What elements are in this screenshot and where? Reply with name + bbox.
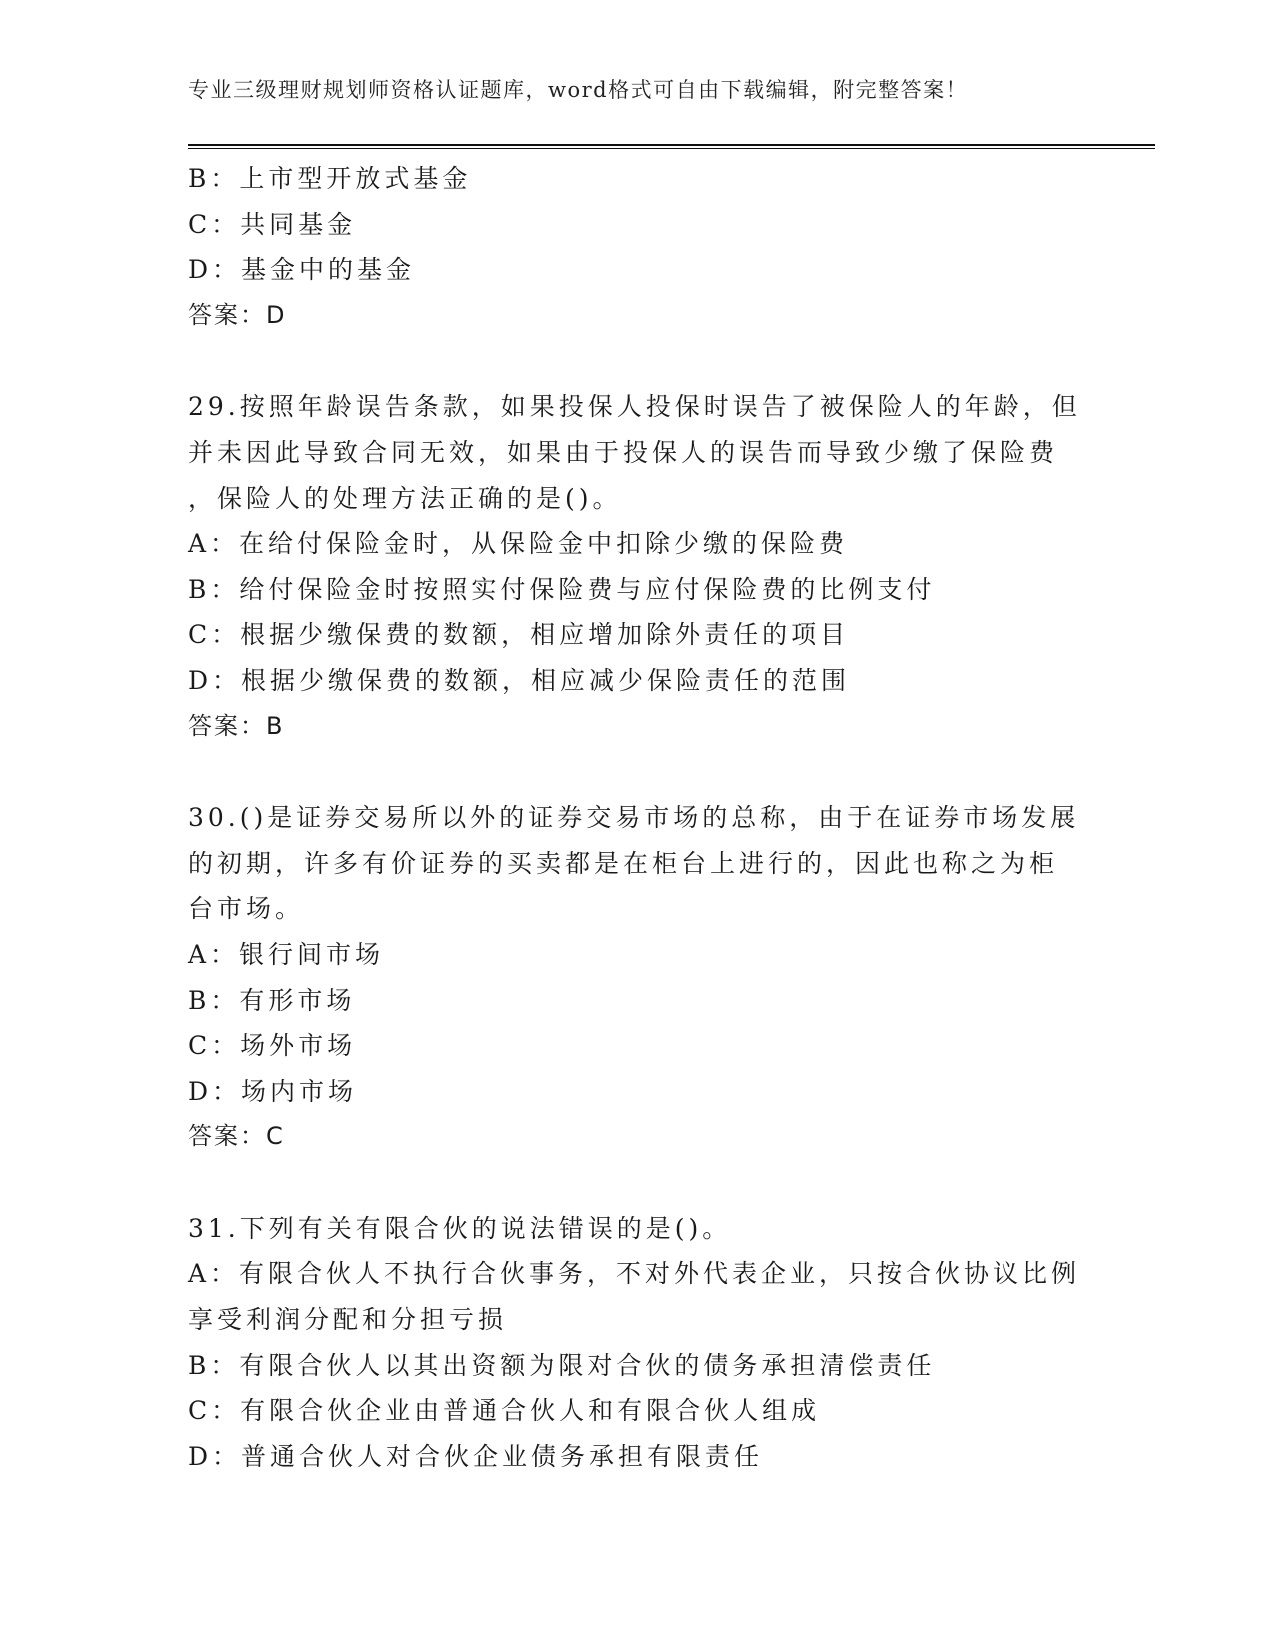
option-c: C：共同基金 (188, 209, 357, 239)
question-30 (188, 795, 1088, 1160)
option-d: D：根据少缴保费的数额，相应减少保险责任的范围 (188, 665, 851, 695)
option-a: A：在给付保险金时，从保险金中扣除少缴的保险费 (188, 529, 849, 559)
question-stem-line: ，保险人的处理方法正确的是()。 (188, 483, 622, 513)
question-29 (188, 384, 1088, 749)
question-31 (188, 1206, 1088, 1480)
answer-line: 答案：C (188, 1122, 285, 1151)
option-d: D：基金中的基金 (188, 255, 416, 285)
option-c: C：场外市场 (188, 1031, 357, 1061)
option-d: D：普通合伙人对合伙企业债务承担有限责任 (188, 1441, 764, 1471)
question-28-tail (188, 156, 1088, 338)
option-b: B：上市型开放式基金 (188, 164, 472, 193)
question-content (188, 156, 1088, 1479)
question-stem-line: 的初期，许多有价证券的买卖都是在柜台上进行的，因此也称之为柜 (188, 848, 1059, 878)
answer-line: 答案：B (188, 711, 285, 740)
option-b: B：有形市场 (188, 985, 356, 1015)
option-b: B：给付保险金时按照实付保险费与应付保险费的比例支付 (188, 574, 936, 604)
option-a: A：有限合伙人不执行合伙事务，不对外代表企业，只按合伙协议比例 (188, 1259, 1081, 1289)
option-c: C：根据少缴保费的数额，相应增加除外责任的项目 (188, 620, 850, 650)
question-stem-line: 并未因此导致合同无效，如果由于投保人的误告而导致少缴了保险费 (188, 437, 1059, 467)
option-a: A：银行间市场 (188, 939, 385, 969)
option-c: C：有限合伙企业由普通合伙人和有限合伙人组成 (188, 1396, 821, 1426)
question-stem-line: 29.按照年龄误告条款，如果投保人投保时误告了被保险人的年龄，但 (188, 392, 1081, 422)
page-header: 专业三级理财规划师资格认证题库，word格式可自由下载编辑，附完整答案！ (188, 78, 969, 102)
option-a-continued: 享受利润分配和分担亏损 (188, 1305, 508, 1335)
answer-line: 答案：D (188, 300, 287, 329)
header-divider (188, 144, 1155, 149)
question-stem-line: 30.()是证券交易所以外的证券交易市场的总称，由于在证券市场发展 (188, 803, 1080, 833)
question-stem-line: 台市场。 (188, 894, 305, 924)
option-b: B：有限合伙人以其出资额为限对合伙的债务承担清偿责任 (188, 1350, 936, 1380)
option-d: D：场内市场 (188, 1076, 358, 1106)
question-stem-line: 31.下列有关有限合伙的说法错误的是()。 (188, 1213, 732, 1243)
